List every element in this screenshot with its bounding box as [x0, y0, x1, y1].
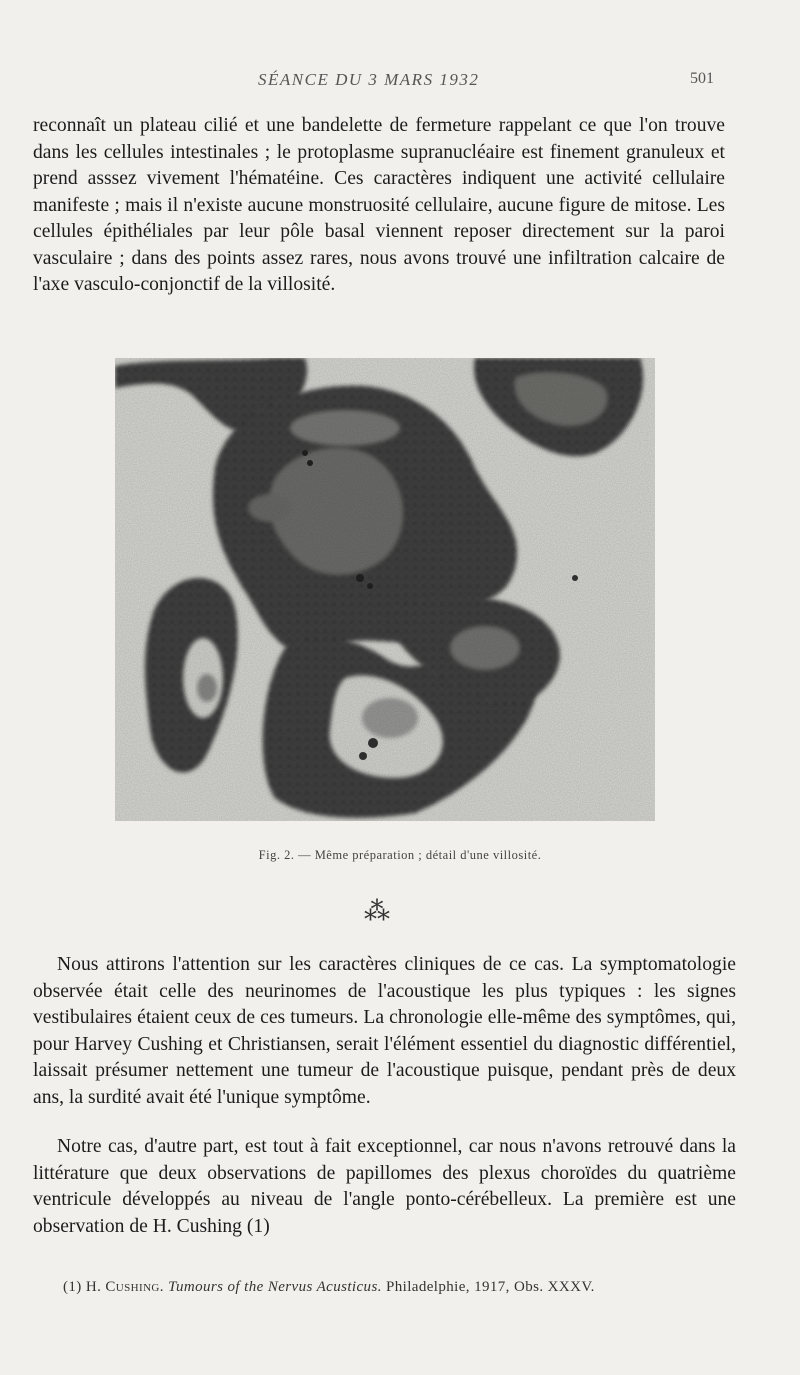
running-title: SÉANCE DU 3 MARS 1932 [258, 70, 480, 89]
footnote-publication: Philadelphie, 1917, Obs. XXXV. [386, 1279, 595, 1295]
micrograph-figure [115, 358, 655, 821]
asterism-separator [364, 897, 404, 931]
footnote-title: Tumours of the Nervus Acusticus. [168, 1279, 382, 1295]
figure-caption: Fig. 2. — Même préparation ; détail d'une villosité. [258, 848, 542, 862]
asterism-glyph: ⁂ [364, 897, 390, 926]
body-paragraph-2: Nous attirons l'attention sur les caractères cliniques de ce cas. La symptomatologie observée était celle des neurinomes de l'acoustique les plus typiques : les signes vestibulaires étaient ceux de ces tumeurs. La chronologie elle-même des symptômes, qui, pour Harvey Cushing et Christiansen, serait l'élément essentiel du diagnostic différentiel, laissait présumer nettement une tumeur de l'acoustique puisque, pendant près de deux ans, la surdité avait été l'unique symptôme. [33, 954, 736, 1108]
footnote-marker: (1) [63, 1279, 82, 1295]
body-paragraph-1: reconnaît un plateau cilié et une bandelette de fermeture rappelant ce que l'on trouve dans les cellules intestinales ; le protoplasme supranucléaire est finement granuleux et prend asssez vivement l'hématéine. Ces caractères indiquent une activité cellulaire manifeste ; mais il n'existe aucune monstruosité cellulaire, aucune figure de mitose. Les cellules épithéliales par leur pôle basal viennent reposer directement sur la paroi vasculaire ; dans des points assez rares, nous avons trouvé une infiltration calcaire de l'axe vasculo-conjonctif de la villosité. [33, 115, 725, 295]
micrograph-image [115, 358, 655, 821]
footnote [63, 1279, 743, 1296]
running-head [0, 70, 800, 94]
footnote-author: H. Cushing. [85, 1279, 164, 1295]
page-number: 501 [690, 70, 714, 87]
body-paragraph-3: Notre cas, d'autre part, est tout à fait exceptionnel, car nous n'avons retrouvé dans la littérature que deux observations de papillomes des plexus choroïdes du quatrième ventricule développés au niveau de l'angle ponto-cérébelleux. La première est une observation de H. Cushing (1) [33, 1136, 736, 1237]
